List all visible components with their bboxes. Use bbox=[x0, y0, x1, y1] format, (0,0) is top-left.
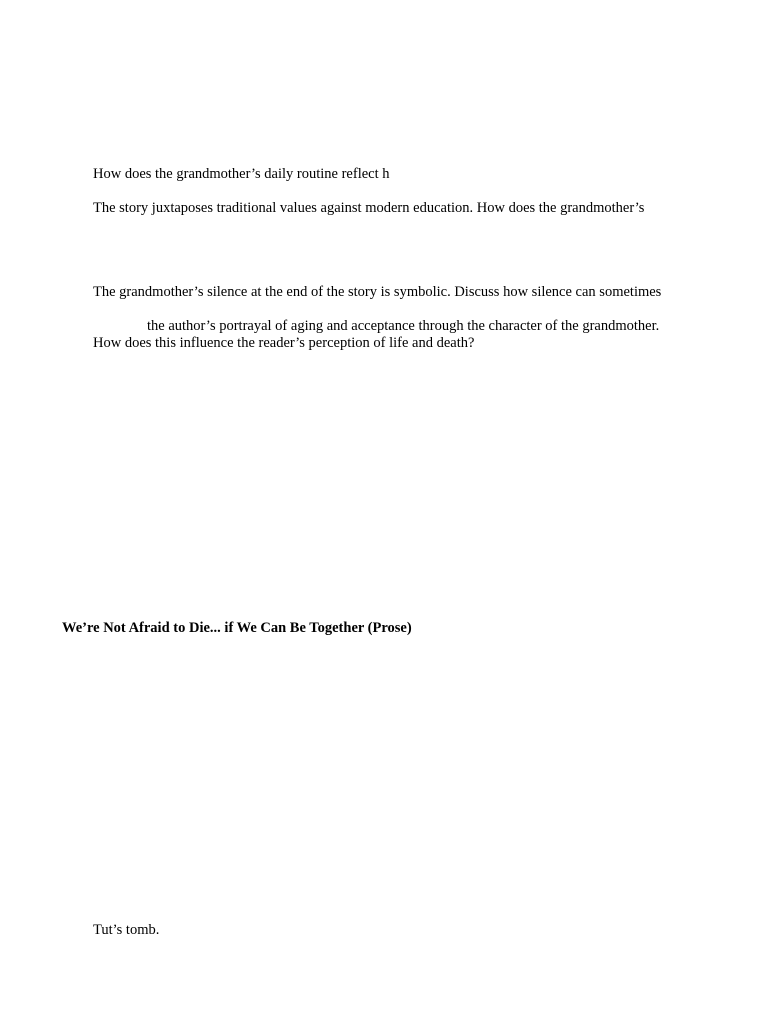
text-fragment: Tut’s tomb. bbox=[93, 922, 160, 938]
question-4-line-2: How does this influence the reader’s perception of life and death? bbox=[93, 335, 475, 351]
question-4-line-1: the author’s portrayal of aging and acceptance through the character of the grandmother. bbox=[147, 318, 660, 334]
question-2: The story juxtaposes traditional values against modern education. How does the grandmother’s bbox=[93, 200, 645, 216]
question-3: The grandmother’s silence at the end of the story is symbolic. Discuss how silence can sometimes bbox=[93, 284, 662, 300]
question-1: How does the grandmother’s daily routine reflect h bbox=[93, 166, 390, 182]
section-heading: We’re Not Afraid to Die... if We Can Be Together (Prose) bbox=[62, 620, 412, 636]
